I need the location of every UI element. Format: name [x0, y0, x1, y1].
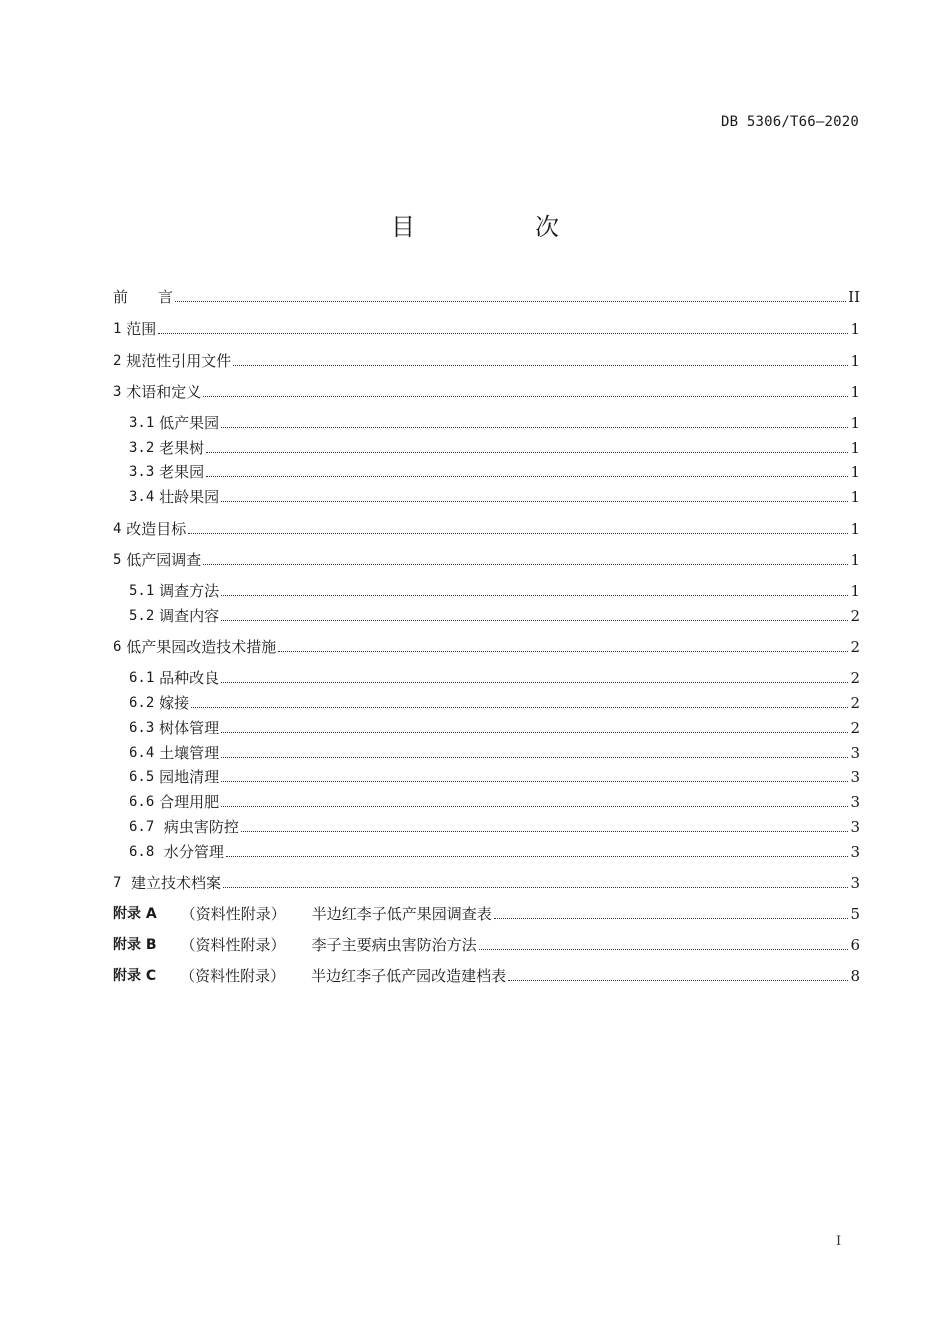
toc-entry-number: 7 — [113, 875, 122, 891]
toc-entry-page: 1 — [850, 320, 860, 338]
dot-leader — [158, 332, 848, 334]
toc-entry-label: 水分管理 — [159, 843, 224, 861]
document-code: DB 5306/T66—2020 — [720, 114, 859, 130]
toc-entry-label: 前 言 — [113, 288, 174, 306]
dot-leader — [221, 681, 848, 683]
toc-entry-page: 2 — [850, 694, 860, 712]
toc-entry[interactable] — [113, 350, 860, 372]
dot-leader — [221, 426, 848, 428]
toc-entry[interactable] — [113, 437, 860, 459]
appendix-page: 8 — [850, 967, 860, 985]
toc-entry-page: 1 — [850, 383, 860, 401]
toc-entry-number: 3.1 — [129, 415, 155, 431]
appendix-type: （资料性附录） — [180, 905, 286, 923]
toc-entry-label: 低产果园改造技术措施 — [126, 638, 277, 656]
toc-entry-page: 1 — [850, 463, 860, 481]
dot-leader — [233, 364, 848, 366]
toc-entry[interactable] — [113, 549, 860, 571]
dot-leader — [203, 563, 848, 565]
toc-entry-page: 3 — [850, 874, 860, 892]
dot-leader — [278, 650, 848, 652]
toc-entry[interactable] — [113, 766, 860, 788]
toc-entry-number: 6.4 — [129, 745, 155, 761]
dot-leader — [221, 756, 848, 758]
toc-entry[interactable] — [113, 872, 860, 894]
toc-entry-number: 3 — [113, 384, 122, 400]
dot-leader — [206, 451, 848, 453]
toc-entry[interactable] — [113, 461, 860, 483]
toc-entry-label: 老果园 — [159, 463, 205, 481]
toc-entry-page: 1 — [850, 352, 860, 370]
toc-entry[interactable] — [113, 318, 860, 340]
appendix-type: （资料性附录） — [180, 936, 286, 954]
dot-leader — [223, 886, 848, 888]
toc-entry-number: 5 — [113, 552, 122, 568]
toc-entry-page: 3 — [850, 768, 860, 786]
toc-entry[interactable] — [113, 791, 860, 813]
toc-entry-page: 3 — [850, 818, 860, 836]
toc-entry-label: 低产果园 — [159, 414, 220, 432]
toc-entry[interactable] — [113, 580, 860, 602]
toc-entry-page: 1 — [850, 414, 860, 432]
toc-entry[interactable] — [113, 841, 860, 863]
dot-leader — [221, 619, 848, 621]
appendix-page: 5 — [850, 905, 860, 923]
toc-entry-label: 品种改良 — [159, 669, 220, 687]
toc-entry[interactable] — [113, 381, 860, 403]
toc-entry-number: 6.1 — [129, 670, 155, 686]
appendix-title: 半边红李子低产果园调查表 — [311, 905, 492, 923]
toc-entry-label: 术语和定义 — [126, 383, 202, 401]
toc-entry-label: 合理用肥 — [159, 793, 220, 811]
toc-entry-page: 3 — [850, 843, 860, 861]
dot-leader — [226, 855, 849, 857]
appendix-tag: 附录 B — [113, 937, 157, 953]
dot-leader — [203, 395, 848, 397]
toc-entry-label: 调查内容 — [159, 607, 220, 625]
appendix-title: 李子主要病虫害防治方法 — [311, 936, 477, 954]
dot-leader — [221, 805, 848, 807]
toc-entry-number: 6.8 — [129, 844, 155, 860]
toc-entry[interactable] — [113, 412, 860, 434]
appendix-type: （资料性附录） — [180, 967, 286, 985]
toc-entry-number: 6.2 — [129, 695, 155, 711]
toc-entry-page: 2 — [850, 719, 860, 737]
toc-entry-number: 1 — [113, 321, 122, 337]
toc-entry-number: 3.2 — [129, 440, 155, 456]
toc-entry[interactable] — [113, 486, 860, 508]
dot-leader — [221, 500, 848, 502]
toc-entry-page: 1 — [850, 488, 860, 506]
toc-entry-number: 3.4 — [129, 489, 155, 505]
toc-entry-number: 4 — [113, 521, 122, 537]
dot-leader — [241, 830, 849, 832]
toc-appendix-entry[interactable] — [113, 903, 860, 925]
toc-entry-number: 3.3 — [129, 464, 155, 480]
toc-entry[interactable] — [113, 717, 860, 739]
appendix-tag: 附录 A — [113, 906, 157, 922]
toc-entry-page: 1 — [850, 551, 860, 569]
toc-entry-label: 土壤管理 — [159, 744, 220, 762]
toc-entry-label: 壮龄果园 — [159, 488, 220, 506]
toc-entry-label: 嫁接 — [159, 694, 190, 712]
toc-entry-label: 园地清理 — [159, 768, 220, 786]
dot-leader — [221, 594, 848, 596]
toc-appendix-entry[interactable] — [113, 965, 860, 987]
toc-entry-page: 3 — [850, 744, 860, 762]
toc-entry-page: II — [848, 288, 860, 306]
toc-entry-page: 1 — [850, 520, 860, 538]
page-title: 目 次 — [391, 213, 607, 241]
toc-entry-page: 3 — [850, 793, 860, 811]
dot-leader — [221, 780, 848, 782]
toc-entry-label: 低产园调查 — [126, 551, 202, 569]
toc-entry-label: 规范性引用文件 — [126, 352, 232, 370]
dot-leader — [188, 532, 848, 534]
dot-leader — [175, 300, 846, 302]
dot-leader — [494, 917, 849, 919]
toc-appendix-entry[interactable] — [113, 934, 860, 956]
appendix-tag: 附录 C — [113, 968, 157, 984]
dot-leader — [508, 979, 848, 981]
toc-entry-label: 老果树 — [159, 439, 205, 457]
toc-entry-label: 范围 — [126, 320, 157, 338]
toc-entry-label: 树体管理 — [159, 719, 220, 737]
toc-entry-number: 6.7 — [129, 819, 155, 835]
toc-entry[interactable] — [113, 742, 860, 764]
toc-entry-number: 6.5 — [129, 769, 155, 785]
toc-entry-label: 调查方法 — [159, 582, 220, 600]
toc-entry[interactable] — [113, 286, 860, 308]
toc-entry[interactable] — [113, 605, 860, 627]
toc-entry-number: 2 — [113, 353, 122, 369]
toc-entry-page: 2 — [850, 669, 860, 687]
toc-entry-number: 5.1 — [129, 583, 155, 599]
toc-entry-number: 5.2 — [129, 608, 155, 624]
toc-entry-page: 1 — [850, 439, 860, 457]
toc-entry-label: 改造目标 — [126, 520, 187, 538]
appendix-title: 半边红李子低产园改造建档表 — [311, 967, 507, 985]
toc-entry-number: 6.6 — [129, 794, 155, 810]
toc-entry[interactable] — [113, 667, 860, 689]
page-number: I — [836, 1234, 842, 1249]
toc-entry-page: 2 — [850, 638, 860, 656]
toc-entry-page: 2 — [850, 607, 860, 625]
dot-leader — [206, 475, 848, 477]
toc-entry[interactable] — [113, 636, 860, 658]
toc-entry-label: 病虫害防控 — [159, 818, 239, 836]
toc-entry-label: 建立技术档案 — [126, 874, 221, 892]
dot-leader — [479, 948, 849, 950]
toc-entry[interactable] — [113, 518, 860, 540]
dot-leader — [221, 731, 848, 733]
toc-entry-number: 6.3 — [129, 720, 155, 736]
appendix-page: 6 — [850, 936, 860, 954]
dot-leader — [191, 706, 848, 708]
toc-entry[interactable] — [113, 692, 860, 714]
toc-entry[interactable] — [113, 816, 860, 838]
toc-entry-page: 1 — [850, 582, 860, 600]
toc-entry-number: 6 — [113, 639, 122, 655]
